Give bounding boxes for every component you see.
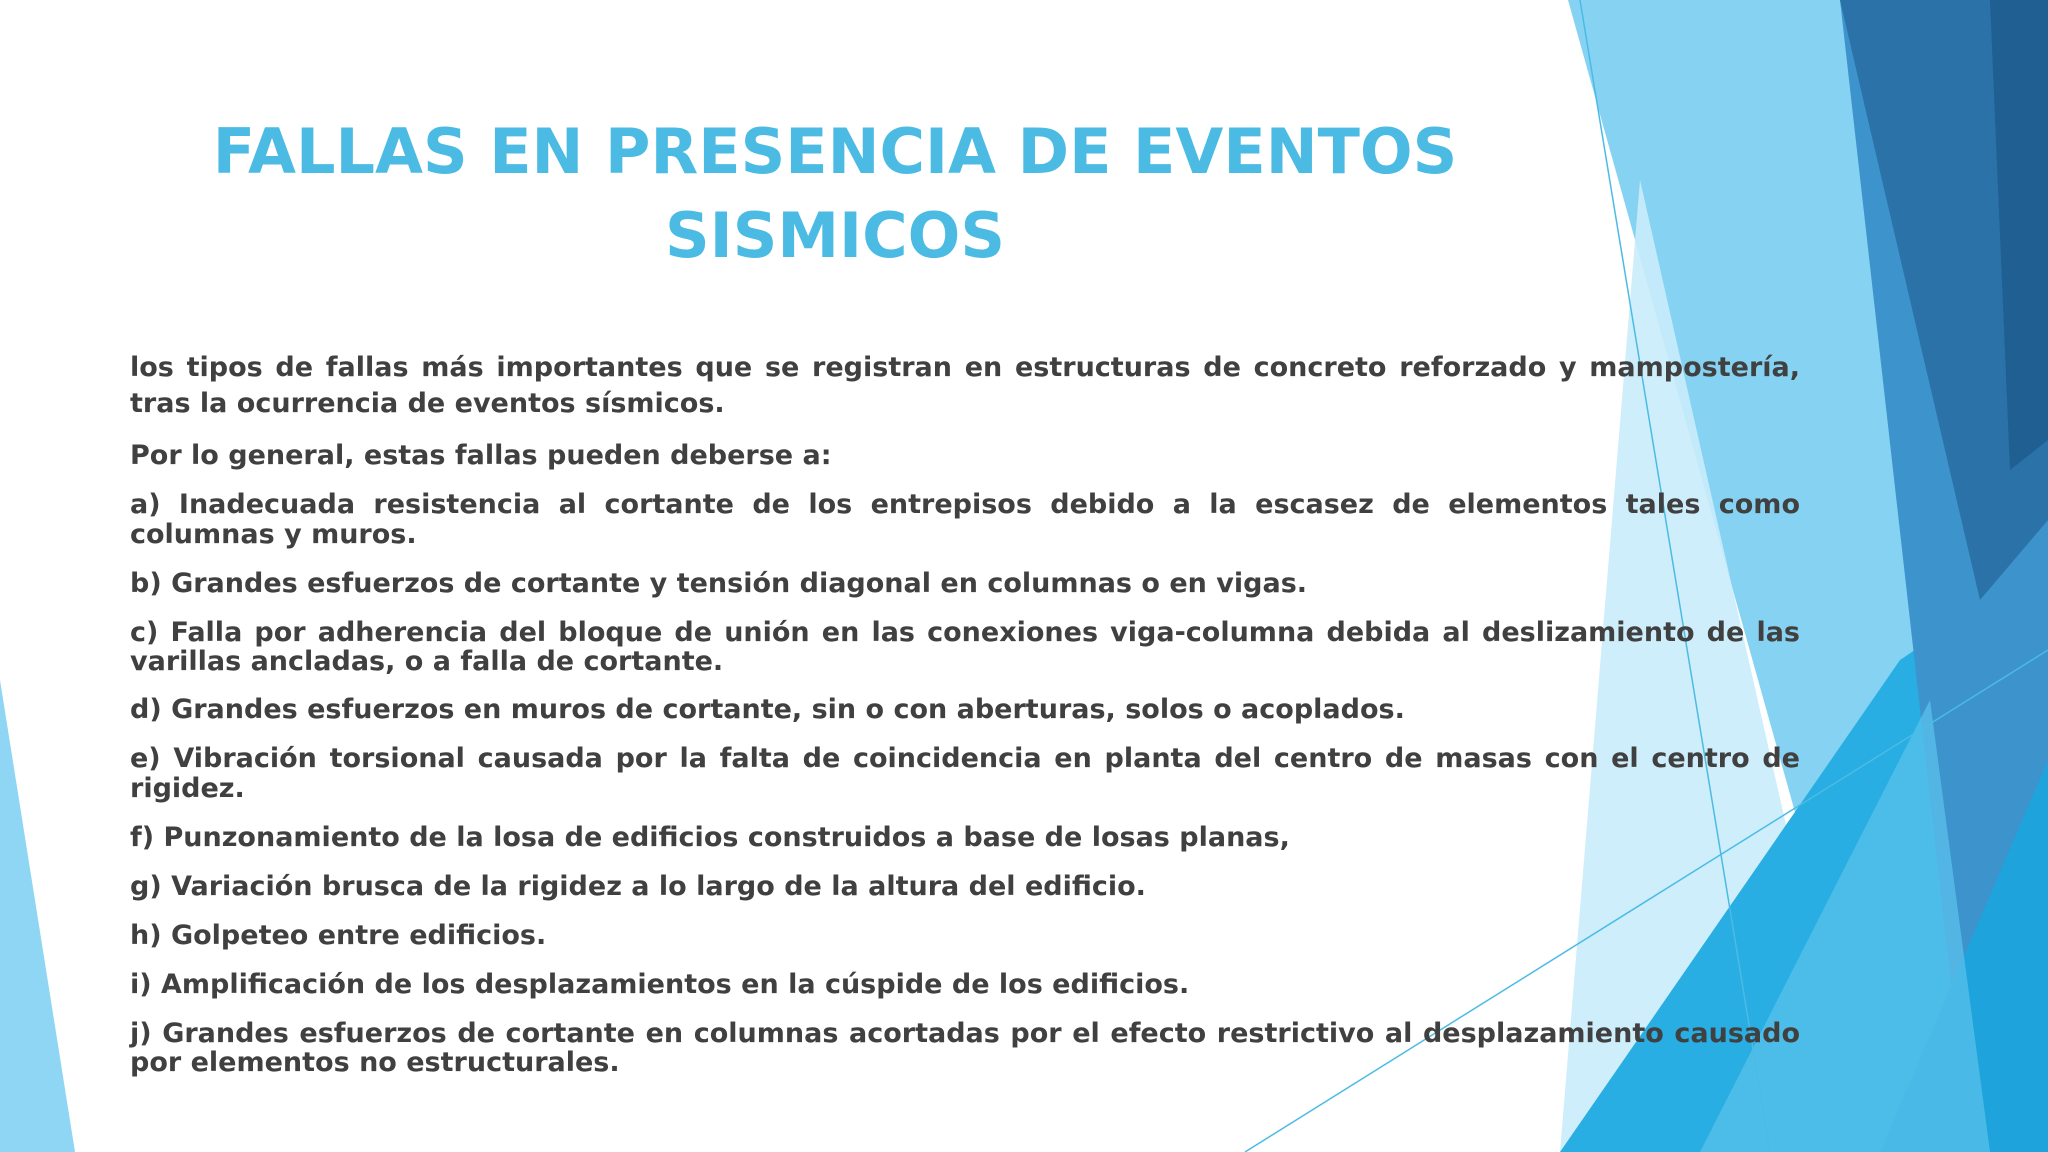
list-item: d) Grandes esfuerzos en muros de cortante, sin o con aberturas, solos o acoplados. [130,694,1405,725]
left-edge-triangle [0,680,75,1152]
slide-body [130,350,1800,1096]
title-line: FALLAS EN PRESENCIA DE EVENTOS [212,115,1458,188]
list-item: b) Grandes esfuerzos de cortante y tensión diagonal en columnas o en vigas. [130,568,1308,599]
list-item: j) Grandes esfuerzos de cortante en columnas acortadas por el efecto restrictivo al desplazamiento causado por elementos no estructurales. [130,1018,1800,1078]
list-item: a) Inadecuada resistencia al cortante de los entrepisos debido a la escasez de elementos tales como columnas y muros. [130,489,1800,550]
list-item: i) Amplificación de los desplazamientos en la cúspide de los edificios. [130,969,1190,1000]
title-line: SISMICOS [664,199,1005,272]
slide-title [200,110,1470,278]
list-item: g) Variación brusca de la rigidez a lo largo de la altura del edificio. [130,871,1146,902]
list-item: h) Golpeteo entre edificios. [130,920,547,951]
lead-paragraph: Por lo general, estas fallas pueden deberse a: [130,440,832,471]
list-item: e) Vibración torsional causada por la falta de coincidencia en planta del centro de masas con el centro de rigidez. [130,743,1800,804]
list-item: c) Falla por adherencia del bloque de unión en las conexiones viga-columna debida al deslizamiento de las varillas ancladas, o a falla de cortante. [130,617,1800,677]
list-item: f) Punzonamiento de la losa de edificios construidos a base de losas planas, [130,822,1290,853]
intro-paragraph: los tipos de fallas más importantes que se registran en estructuras de concreto reforzado y mampostería, tras la ocurrencia de eventos sísmicos. [130,352,1800,419]
